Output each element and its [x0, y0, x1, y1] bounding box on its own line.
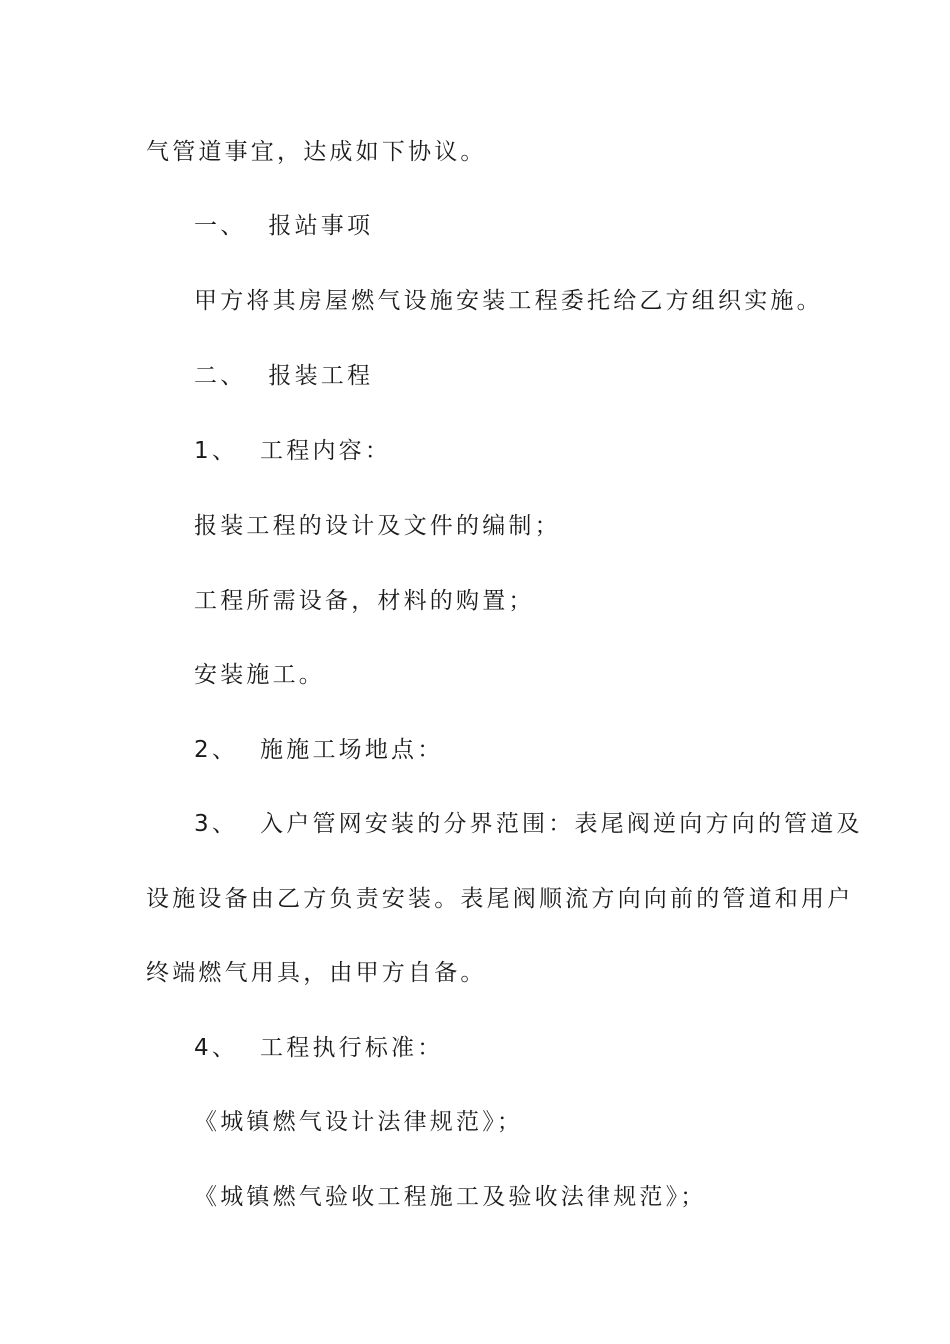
section-number: 一、 [194, 213, 247, 239]
section-title: 报装工程 [268, 363, 374, 389]
item-title: 工程内容： [260, 438, 392, 464]
list-item-3 [194, 809, 863, 839]
paragraph-text: 终端燃气用具，由甲方自备。 [146, 960, 487, 986]
item-number: 2、 [194, 737, 239, 763]
item-number: 4、 [194, 1035, 239, 1061]
section-heading-2 [194, 361, 373, 391]
section-title: 报站事项 [268, 213, 374, 239]
item-number: 3、 [194, 811, 239, 837]
paragraph-text: 工程所需设备，材料的购置； [194, 588, 535, 614]
item-number: 1、 [194, 438, 239, 464]
paragraph [194, 586, 535, 616]
standard-reference [194, 1107, 523, 1137]
paragraph [194, 286, 823, 316]
standard-text: 《城镇燃气验收工程施工及验收法律规范》； [194, 1184, 707, 1210]
item-title: 工程执行标准： [260, 1035, 444, 1061]
section-heading-1 [194, 211, 373, 241]
list-item-1 [194, 436, 391, 466]
list-item-2 [194, 735, 443, 765]
item-title: 施施工场地点： [260, 737, 444, 763]
paragraph-continuation [146, 958, 487, 988]
paragraph-text: 安装施工。 [194, 662, 325, 688]
list-item-4 [194, 1033, 443, 1063]
standard-text: 《城镇燃气设计法律规范》； [194, 1109, 524, 1135]
paragraph [194, 511, 561, 541]
paragraph-text: 报装工程的设计及文件的编制； [194, 513, 561, 539]
paragraph-text: 甲方将其房屋燃气设施安装工程委托给乙方组织实施。 [194, 288, 823, 314]
paragraph [194, 660, 325, 690]
paragraph-continuation [146, 137, 487, 167]
paragraph-text: 设施设备由乙方负责安装。表尾阀顺流方向向前的管道和用户 [146, 886, 854, 912]
section-number: 二、 [194, 363, 247, 389]
paragraph-continuation [146, 884, 853, 914]
item-text: 入户管网安装的分界范围：表尾阀逆向方向的管道及 [260, 811, 863, 837]
paragraph-text: 气管道事宜，达成如下协议。 [146, 139, 487, 165]
standard-reference [194, 1182, 707, 1212]
